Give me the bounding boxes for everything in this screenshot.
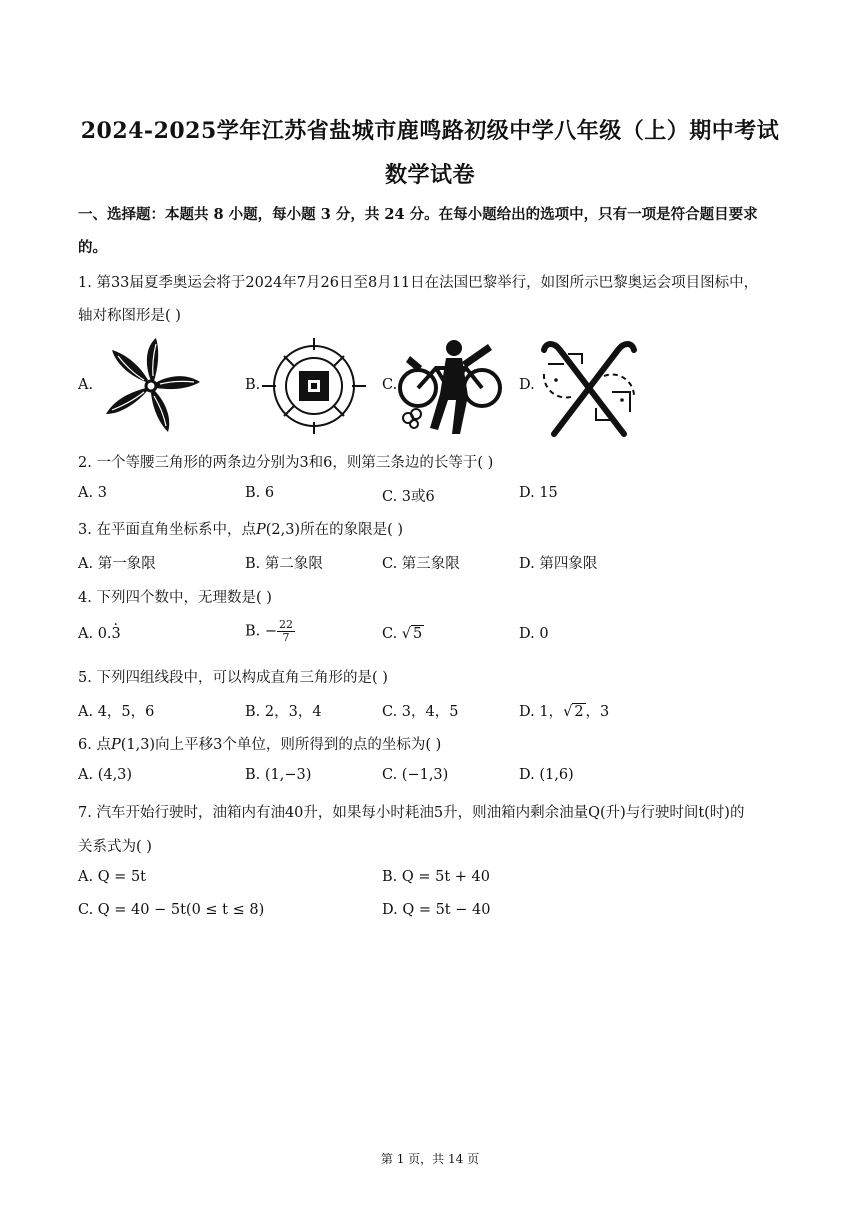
exam-title: 2024-2025学年江苏省盐城市鹿鸣路初级中学八年级（上）期中考试 [80,118,780,144]
q2-option-a: A. 3 [78,485,107,501]
q1-option-c: C. [382,377,398,393]
q1-stem: 1. 第33届夏季奥运会将于2024年7月26日至8月11日在法国巴黎举行，如图所示巴黎奥运会项目图标中， [78,275,759,291]
q4-fraction [277,619,295,644]
q4-option-c-prefix: C. [382,626,402,642]
q1-option-d: D. [519,377,535,393]
q7-stem-cont: 关系式为( ) [78,839,152,855]
q5-option-d [519,700,609,721]
q2-option-c: C. 3或6 [382,489,435,505]
q3-option-b: B. 第二象限 [245,556,323,572]
q5-option-b: B. 2，3，4 [245,704,322,720]
q6-stem-pre: 6. 点 [78,737,111,753]
q1-stem-cont: 轴对称图形是( ) [78,308,181,324]
pinwheel-icon [96,334,206,436]
q7-option-b: B. Q = 5t + 40 [382,869,490,885]
q3-stem [78,518,403,539]
q3-option-d: D. 第四象限 [519,556,598,572]
q1-option-a: A. [78,377,94,393]
q5-option-c: C. 3，4，5 [382,704,459,720]
q4-option-d: D. 0 [519,626,549,642]
q7-option-c: C. Q = 40 − 5t(0 ≤ t ≤ 8) [78,902,265,918]
q4-option-c [382,626,424,642]
q2-stem: 2. 一个等腰三角形的两条边分别为3和6，则第三条边的长等于( ) [78,455,494,471]
sqrt-radicand: 5 [413,626,423,642]
q4-option-b-prefix: B. − [245,623,278,640]
q1-option-b: B. [245,377,261,393]
q7-option-d: D. Q = 5t − 40 [382,902,491,918]
q6-stem-post: (1,3)向上平移3个单位，则所得到的点的坐标为( ) [120,737,442,753]
sqrt-radicand: 2 [574,704,584,720]
q2-option-b: B. 6 [245,485,275,501]
q6-option-a: A. (4,3) [78,767,133,783]
q6-option-b: B. (1,−3) [245,767,312,783]
page-footer: 第 1 页，共 14 页 [380,1152,480,1166]
q4-option-a-repeating-digit: 3 · [112,626,121,642]
fraction-denominator: 7 [282,631,290,644]
q7-stem: 7. 汽车开始行驶时，油箱内有油40升，如果每小时耗油5升，则油箱内剩余油量Q(升)与行驶时间t(时)的 [78,805,745,821]
q4-option-b [245,619,295,644]
q3-option-a: A. 第一象限 [78,556,156,572]
section-heading: 一、选择题：本题共 8 小题，每小题 3 分，共 24 分。在每小题给出的选项中，只有一项是符合题目要求 [78,206,758,223]
section-heading-cont: 的。 [78,239,107,256]
q2-option-d: D. 15 [519,485,558,501]
q6-point-label: P [110,737,121,753]
q5-stem: 5. 下列四组线段中，可以构成直角三角形的是( ) [78,670,388,686]
fraction-numerator: 22 [279,618,294,631]
exam-subtitle: 数学试卷 [384,162,475,188]
q6-stem [78,733,441,754]
sqrt-symbol: √ 2 [563,704,584,720]
q3-stem-post: (2,3)所在的象限是( ) [265,522,404,538]
q4-stem: 4. 下列四个数中，无理数是( ) [78,590,272,606]
target-icon [262,338,366,434]
sqrt-symbol: √ 5 [401,626,423,642]
q3-point-label: P [255,522,266,538]
q3-stem-pre: 3. 在平面直角坐标系中，点 [78,522,256,538]
q6-option-c: C. (−1,3) [382,767,449,783]
q4-option-a [78,626,121,642]
q3-option-c: C. 第三象限 [382,556,460,572]
cyclist-icon [396,338,504,436]
hockey-sticks-icon [534,334,644,438]
q5-option-d-prefix: D. 1， [519,704,564,720]
q6-option-d: D. (1,6) [519,767,574,783]
q7-option-a: A. Q = 5t [78,869,146,885]
q5-option-d-suffix: ，3 [585,704,610,720]
q4-option-a-prefix: A. 0. [78,626,112,642]
q5-option-a: A. 4，5，6 [78,704,155,720]
